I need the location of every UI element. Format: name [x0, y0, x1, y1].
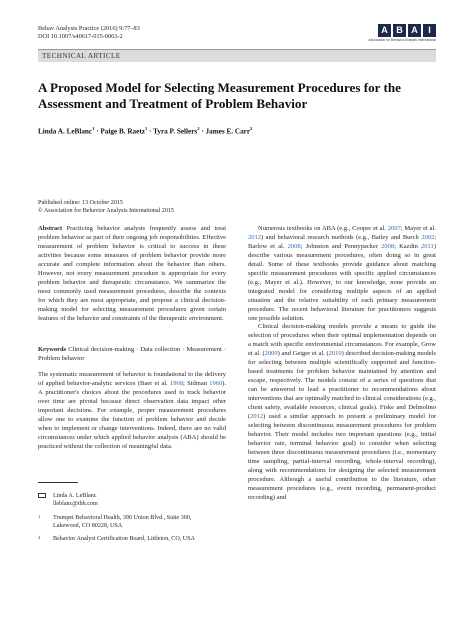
- section-banner: [38, 49, 436, 62]
- abstract-text: Practicing behavior analysts frequently assess and treat problem behavior as part of their ongoing job responsibilities. Effective measurement of problem behavior is critical to success in these activities because some measures of problem behavior provide more accurate and complete information about the behavior than others. However, not every measurement procedure is appropriate for every problem behavior and therapeutic circumstance. We summarize the most commonly used measurement procedures, describe the contexts for which they are most appropriate, and propose a clinical decision-making model for selecting measurement procedures given certain features of the behavior and constraints of the therapeutic environment.: [38, 225, 226, 322]
- body-text: ) described decision-making models for selecting between multiple scientifically supported and function-based treatments for problem behavior maintained by attention and escape, respectively. The models consist of a series of questions that can be answered to lead a practitioner to recommendations about interventions that are optimally matched to clinical considerations (e.g., client safety, available resources, clinical goals). Fiske and Delmolino (: [248, 350, 437, 421]
- body-text: Clinical decision-making models provide a means to guide the selection of procedures when their optimal implementation depends on a match with specific environmental circumstances. For example, Grow et al. (: [248, 323, 436, 358]
- envelope-icon: [38, 493, 46, 498]
- logo-letter: A: [408, 24, 421, 37]
- body-text: ; Mayer et al.: [400, 225, 436, 232]
- author-separator: ·: [147, 127, 154, 136]
- affiliation-mark: 1: [38, 514, 41, 519]
- corresponding-author: [38, 492, 98, 508]
- citation-link[interactable]: 2012: [248, 233, 261, 241]
- body-text: ) and behavioral research methods (e.g., Bailey and Burch: [261, 233, 422, 241]
- author-name: Tyra P. Sellers: [153, 127, 198, 136]
- citation-link[interactable]: 2008: [287, 242, 301, 250]
- author-name: Paige B. Raetz: [100, 127, 145, 136]
- affiliation-line: Trumpet Behavioral Health, 390 Union Blvd., Suite 300,: [53, 515, 192, 521]
- doi-line: DOI 10.1007/s40617-015-0063-2: [38, 33, 123, 41]
- body-text: ; Barlow et al.: [248, 233, 436, 250]
- body-text: ) describe various measurement procedures, often doing so in great detail. Some of these textbooks provide guidance about matching specific measurement procedures with specific applied circumstances (e.g., Mayer et al.). However, to our knowledge, none provide an integrated model for considering multiple aspects of an applied situation and the relative suitability of each primary measurement procedure. The recent behavioral literature for practitioners suggests one possible solution.: [248, 242, 436, 322]
- body-text: ) used a similar approach to present a preliminary model for selecting between discontinuous measurement procedures for problem behavior. Their model includes two important questions (e.g., initial behavior rate, terminal behavior goal) to consider when selecting between three discontinuous measurement procedures (i.e., momentary time sampling, partial-interval recording, whole-interval recording), along with recommendations for designing the selected measurement procedure. Although a useful contribution to the literature, other measurement procedures (e.g., event recording, permanent-product recording) and: [248, 413, 436, 501]
- footnote-divider: [38, 482, 78, 483]
- citation-link[interactable]: 2012: [250, 413, 264, 421]
- affiliation-mark: 2: [38, 535, 41, 540]
- contact-email[interactable]: lleblanc@tbh.com: [53, 501, 98, 508]
- logo-tagline: Association for Behavior Analysis International: [368, 38, 436, 42]
- author-affiliation-mark: 2: [250, 126, 253, 131]
- citation-link[interactable]: 2011: [421, 242, 434, 250]
- copyright-notice: © Association for Behavior Analysis International 2015: [38, 208, 174, 214]
- journal-citation: Behav Analysis Practice (2016) 9:77–83: [38, 25, 140, 32]
- author-separator: ·: [94, 127, 101, 136]
- affiliation-line: Lakewood, CO 80228, USA: [53, 523, 123, 530]
- abai-logo: [336, 24, 436, 46]
- body-text: The systematic measurement of behavior is foundational to the delivery of applied behavior-analytic services (Baer et al.: [38, 371, 226, 387]
- citation-link[interactable]: 1960: [209, 379, 223, 387]
- body-text: ; Sidman: [183, 379, 210, 387]
- published-date: Published online: 13 October 2015: [38, 200, 123, 206]
- abstract: [38, 225, 226, 323]
- article-title: A Proposed Model for Selecting Measurement Procedures for the Assessment and Treatment of Problem Behavior: [38, 80, 401, 111]
- logo-letter: A: [378, 24, 391, 37]
- logo-letter: I: [423, 24, 436, 37]
- intro-paragraph: [38, 371, 226, 452]
- citation-link[interactable]: 2010: [328, 350, 342, 358]
- author-affiliation-mark: 1: [92, 126, 95, 131]
- author-affiliation-mark: 2: [197, 126, 200, 131]
- body-text: ). A practitioner's choices about the procedures used to track behavior over time are pivotal because direct observation data impact other important decisions. For example, proper measurement procedures allow one to examine the function of problem behavior and decide when to implement or change interventions. Indeed, there are no valid circumstances under which applied behavior analysis (ABA) should be practiced without the collection of meaningful data.: [38, 379, 226, 450]
- body-text: ; Kazdin: [394, 242, 422, 250]
- keywords-label: Keywords: [38, 346, 67, 353]
- contact-name: Linda A. LeBlanc: [53, 493, 97, 499]
- right-column: [248, 225, 436, 503]
- author-name: James E. Carr: [205, 127, 251, 136]
- section-label: TECHNICAL ARTICLE: [42, 52, 121, 60]
- body-paragraph: [248, 225, 436, 323]
- body-text: ) and Geiger et al. (: [277, 350, 329, 358]
- keywords-text: Clinical decision-making · Data collection · Measurement · Problem behavior: [38, 346, 227, 362]
- abstract-label: Abstract: [38, 225, 63, 232]
- keywords: [38, 346, 226, 364]
- body-text: ; Johnston and Pennypacker: [300, 242, 382, 250]
- author-affiliation-mark: 1: [144, 126, 148, 131]
- affiliation: [38, 514, 191, 530]
- journal-reference: [38, 25, 140, 42]
- citation-link[interactable]: 2007: [387, 225, 401, 232]
- body-paragraph: [248, 323, 436, 502]
- citation-link[interactable]: 2008: [381, 242, 395, 250]
- author-name: Linda A. LeBlanc: [38, 127, 93, 136]
- affiliation-line: Behavior Analyst Certification Board, Littleton, CO, USA: [53, 536, 195, 542]
- citation-link[interactable]: 2009: [264, 350, 278, 358]
- author-separator: ·: [199, 127, 206, 136]
- affiliation: [38, 535, 195, 543]
- body-text: Numerous textbooks on ABA (e.g., Cooper et al.: [258, 225, 388, 232]
- author-list: [38, 126, 252, 135]
- citation-link[interactable]: 1968: [170, 379, 184, 387]
- citation-link[interactable]: 2002: [421, 233, 435, 241]
- logo-letter: B: [393, 24, 406, 37]
